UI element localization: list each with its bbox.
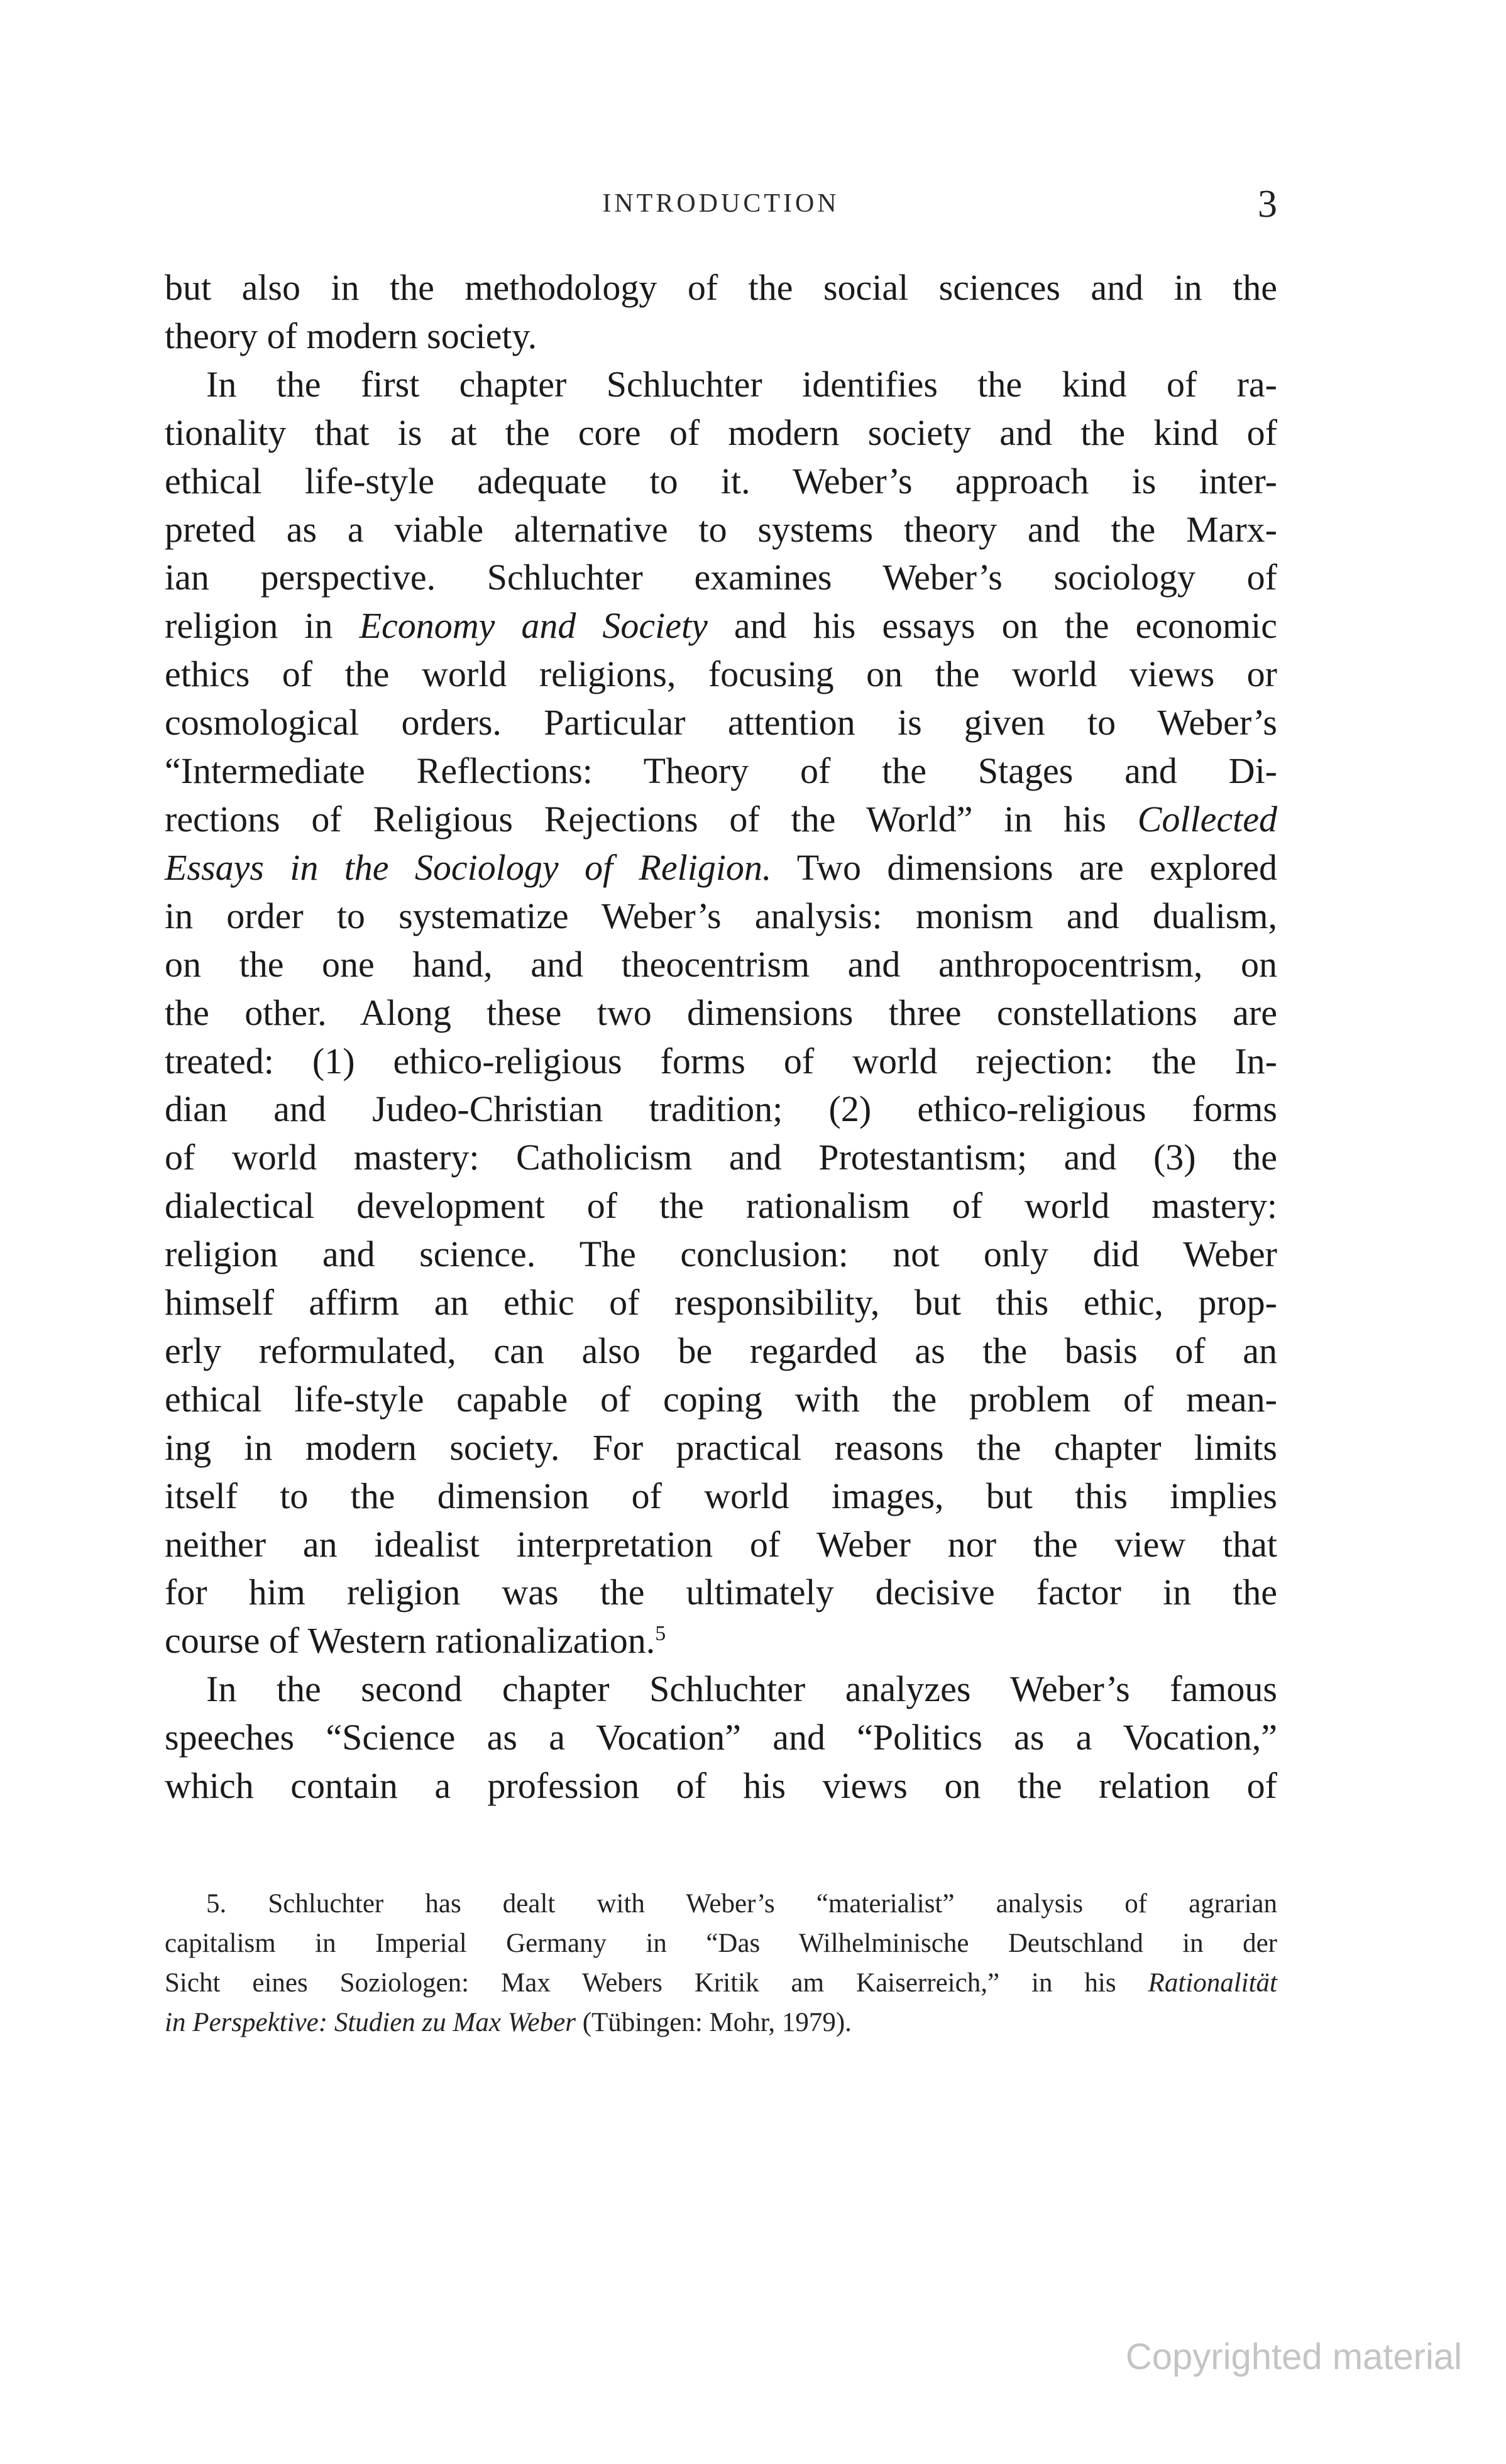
running-title: INTRODUCTION [602,189,840,218]
text-line: In the first chapter Schluchter identifies the kind of ra- [206,363,1277,405]
paragraph-1 [165,264,1277,361]
text-line: in order to systematize Weber’s analysis: monism and dualism, [165,895,1277,936]
text-line: itself to the dimension of world images, but this implies [165,1475,1277,1516]
paragraph-3 [165,1665,1277,1810]
text-line: cosmological orders. Particular attention is given to Weber’s [165,702,1277,743]
text-run: religion in [165,605,360,647]
text-line: ethical life-style adequate to it. Weber’s approach is inter- [165,460,1277,501]
text-line: preted as a viable alternative to systems theory and the Marx- [165,508,1277,550]
text-line: ing in modern society. For practical reasons the chapter limits [165,1426,1277,1468]
text-line: neither an idealist interpretation of Weber nor the view that [165,1523,1277,1565]
footnotes [165,1884,1277,2042]
text-line: dian and Judeo-Christian tradition; (2) ethico-religious forms [165,1088,1277,1130]
text-line [165,844,1277,892]
text-line: ethics of the world religions, focusing on the world views or [165,654,1277,695]
text-line: theory of modern society. [165,315,537,356]
text-line: of world mastery: Catholicism and Protestantism; and (3) the [165,1137,1277,1178]
running-head [165,182,1277,233]
text-line: ian perspective. Schluchter examines Weber’s sociology of [165,557,1277,598]
body-text [165,264,1277,1810]
footnote-line [165,1963,1277,2003]
text-run: Two dimensions are explored [771,846,1277,888]
text-line [165,1617,1277,1665]
footnote-line: 5. Schluchter has dealt with Weber’s “materialist” analysis of agrarian [206,1889,1277,1919]
text-line: but also in the methodology of the social sciences and in the [165,267,1277,308]
text-run: Sicht eines Soziologen: Max Webers Kritik am Kaiserreich,” in his [165,1968,1148,1998]
text-run: course of Western rationalization. [165,1620,656,1662]
text-line [165,796,1277,844]
text-line: erly reformulated, can also be regarded as the basis of an [165,1330,1277,1371]
text-line: the other. Along these two dimensions three constellations are [165,992,1277,1033]
book-title-italic: Essays in the Sociology of Religion. [165,846,772,888]
text-line: religion and science. The conclusion: not only did Weber [165,1234,1277,1275]
book-title-italic: Collected [1137,798,1277,840]
text-line: tionality that is at the core of modern society and the kind of [165,412,1277,453]
text-line: In the second chapter Schluchter analyzes Weber’s famous [206,1668,1277,1710]
text-line [165,602,1277,650]
text-run: (Tübingen: Mohr, 1979). [575,2008,852,2037]
text-line: on the one hand, and theocentrism and anthropocentrism, on [165,943,1277,985]
paragraph-2 [165,361,1277,1665]
copyright-watermark: Copyrighted material [1125,2336,1462,2377]
footnote-line [165,2003,1277,2042]
book-title-italic: Economy and Society [359,605,708,647]
text-line: “Intermediate Reflections: Theory of the Stages and Di- [165,750,1277,792]
text-line: treated: (1) ethico-religious forms of world rejection: the In- [165,1040,1277,1081]
text-line: dialectical development of the rationalism of world mastery: [165,1185,1277,1227]
book-title-italic: in Perspektive: Studien zu Max Weber [165,2008,576,2037]
text-line: ethical life-style capable of coping with the problem of mean- [165,1378,1277,1420]
page-number: 3 [1258,183,1277,226]
text-line: speeches “Science as a Vocation” and “Politics as a Vocation,” [165,1717,1277,1758]
footnote-ref: 5 [655,1622,666,1646]
footnote-5 [165,1884,1277,2042]
text-line: for him religion was the ultimately decisive factor in the [165,1572,1277,1613]
book-title-italic: Rationalität [1148,1968,1277,1998]
footnote-line: capitalism in Imperial Germany in “Das Wilhelminische Deutschland in der [165,1929,1277,1958]
text-line: which contain a profession of his views on the relation of [165,1765,1277,1807]
text-run: rections of Religious Rejections of the World” in his [165,798,1138,840]
text-line: himself affirm an ethic of responsibility, but this ethic, prop- [165,1282,1277,1323]
text-run: and his essays on the economic [707,605,1277,647]
